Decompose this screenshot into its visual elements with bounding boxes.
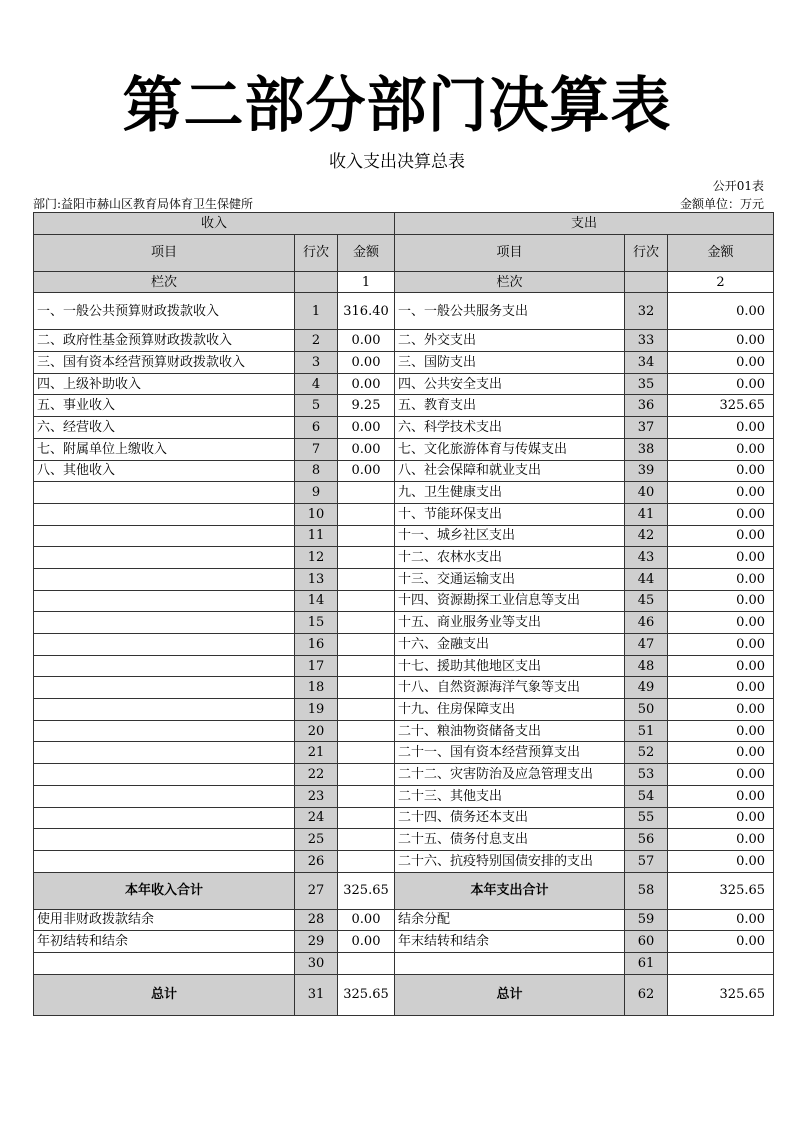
balance-expense-row-no: 60	[625, 931, 668, 953]
expense-row-no: 44	[625, 568, 668, 590]
expense-row-no: 32	[625, 293, 668, 330]
table-row	[34, 460, 774, 482]
income-amount	[338, 568, 395, 590]
grand-income-total-amount: 325.65	[338, 974, 395, 1015]
expense-amount: 0.00	[668, 482, 774, 504]
expense-row-no: 36	[625, 395, 668, 417]
column-header-row	[34, 234, 774, 271]
balance-expense-label	[395, 952, 625, 974]
expense-item-label: 二十六、抗疫特别国债安排的支出	[395, 850, 625, 872]
income-row-no: 10	[295, 503, 338, 525]
expense-amount: 0.00	[668, 720, 774, 742]
income-column-no-label: 栏次	[34, 271, 295, 293]
income-row-no: 7	[295, 438, 338, 460]
expense-amount: 0.00	[668, 547, 774, 569]
balance-row	[34, 952, 774, 974]
year-expense-total-row-no: 58	[625, 872, 668, 909]
income-row-no: 4	[295, 373, 338, 395]
income-item-label: 二、政府性基金预算财政拨款收入	[34, 330, 295, 352]
expense-amount: 0.00	[668, 330, 774, 352]
year-expense-total-label: 本年支出合计	[395, 872, 625, 909]
expense-item-label: 二、外交支出	[395, 330, 625, 352]
expense-item-header: 项目	[395, 234, 625, 271]
expense-row-no: 54	[625, 785, 668, 807]
income-amount: 0.00	[338, 330, 395, 352]
column-number-row	[34, 271, 774, 293]
expense-row-no: 40	[625, 482, 668, 504]
income-row-no: 25	[295, 829, 338, 851]
balance-income-row-no: 29	[295, 931, 338, 953]
expense-row-no: 34	[625, 352, 668, 374]
income-row-no: 14	[295, 590, 338, 612]
income-item-label	[34, 655, 295, 677]
expense-item-label: 二十二、灾害防治及应急管理支出	[395, 764, 625, 786]
table-subtitle: 收入支出决算总表	[329, 152, 465, 172]
balance-expense-amount	[668, 952, 774, 974]
income-amount	[338, 677, 395, 699]
income-row-no: 3	[295, 352, 338, 374]
expense-section-header: 支出	[395, 213, 774, 235]
expense-amount: 0.00	[668, 655, 774, 677]
expense-item-label: 十三、交通运输支出	[395, 568, 625, 590]
balance-expense-label: 年末结转和结余	[395, 931, 625, 953]
table-row	[34, 785, 774, 807]
income-amount	[338, 503, 395, 525]
expense-row-no: 43	[625, 547, 668, 569]
income-amount	[338, 807, 395, 829]
expense-amount: 0.00	[668, 742, 774, 764]
year-expense-total-amount: 325.65	[668, 872, 774, 909]
expense-row-no: 42	[625, 525, 668, 547]
income-amount	[338, 612, 395, 634]
income-section-header: 收入	[34, 213, 395, 235]
income-item-label	[34, 547, 295, 569]
grand-expense-total-label: 总计	[395, 974, 625, 1015]
income-amount	[338, 634, 395, 656]
section-header-row	[34, 213, 774, 235]
income-row-no: 16	[295, 634, 338, 656]
table-row	[34, 438, 774, 460]
expense-column-no: 2	[668, 271, 774, 293]
table-row	[34, 612, 774, 634]
expense-row-no: 49	[625, 677, 668, 699]
balance-expense-amount: 0.00	[668, 909, 774, 931]
income-column-no-blank	[295, 271, 338, 293]
expense-amount: 0.00	[668, 352, 774, 374]
expense-amount: 0.00	[668, 568, 774, 590]
income-amount	[338, 699, 395, 721]
expense-item-label: 十二、农林水支出	[395, 547, 625, 569]
balance-income-row-no: 30	[295, 952, 338, 974]
expense-item-label: 二十、粮油物资储备支出	[395, 720, 625, 742]
income-row-no: 8	[295, 460, 338, 482]
balance-row	[34, 909, 774, 931]
expense-row-no: 55	[625, 807, 668, 829]
income-row-no: 21	[295, 742, 338, 764]
expense-amount: 0.00	[668, 829, 774, 851]
expense-amount: 0.00	[668, 460, 774, 482]
expense-amount: 0.00	[668, 612, 774, 634]
income-row-no: 11	[295, 525, 338, 547]
income-amount: 0.00	[338, 373, 395, 395]
expense-item-label: 三、国防支出	[395, 352, 625, 374]
year-total-row	[34, 872, 774, 909]
balance-row	[34, 931, 774, 953]
table-row	[34, 352, 774, 374]
income-item-label: 六、经营收入	[34, 417, 295, 439]
income-amount	[338, 482, 395, 504]
grand-expense-total-row-no: 62	[625, 974, 668, 1015]
balance-income-amount: 0.00	[338, 931, 395, 953]
expense-item-label: 十五、商业服务业等支出	[395, 612, 625, 634]
income-amount	[338, 720, 395, 742]
expense-amount: 0.00	[668, 438, 774, 460]
income-row-no: 9	[295, 482, 338, 504]
income-row-no: 6	[295, 417, 338, 439]
table-row	[34, 850, 774, 872]
expense-item-label: 二十一、国有资本经营预算支出	[395, 742, 625, 764]
balance-expense-amount: 0.00	[668, 931, 774, 953]
income-amount	[338, 850, 395, 872]
income-amount: 9.25	[338, 395, 395, 417]
income-item-header: 项目	[34, 234, 295, 271]
expense-item-label: 一、一般公共服务支出	[395, 293, 625, 330]
year-income-total-row-no: 27	[295, 872, 338, 909]
income-row-no: 20	[295, 720, 338, 742]
expense-row-no: 37	[625, 417, 668, 439]
income-item-label	[34, 503, 295, 525]
expense-amount: 0.00	[668, 677, 774, 699]
table-row	[34, 417, 774, 439]
expense-item-label: 七、文化旅游体育与传媒支出	[395, 438, 625, 460]
expense-amount: 0.00	[668, 525, 774, 547]
income-amount: 0.00	[338, 352, 395, 374]
expense-item-label: 九、卫生健康支出	[395, 482, 625, 504]
balance-income-label: 年初结转和结余	[34, 931, 295, 953]
expense-item-label: 十、节能环保支出	[395, 503, 625, 525]
grand-total-row	[34, 974, 774, 1015]
expense-row-no: 41	[625, 503, 668, 525]
expense-amount: 0.00	[668, 634, 774, 656]
table-row	[34, 829, 774, 851]
income-row-no: 15	[295, 612, 338, 634]
income-item-label	[34, 785, 295, 807]
expense-item-label: 二十五、债务付息支出	[395, 829, 625, 851]
year-income-total-amount: 325.65	[338, 872, 395, 909]
income-column-no: 1	[338, 271, 395, 293]
income-row-no: 24	[295, 807, 338, 829]
table-row	[34, 525, 774, 547]
expense-amount: 0.00	[668, 293, 774, 330]
table-row	[34, 547, 774, 569]
income-amount	[338, 547, 395, 569]
expense-amount: 0.00	[668, 373, 774, 395]
income-item-label	[34, 850, 295, 872]
income-item-label	[34, 590, 295, 612]
expense-item-label: 二十四、债务还本支出	[395, 807, 625, 829]
expense-amount: 0.00	[668, 503, 774, 525]
expense-row-no: 45	[625, 590, 668, 612]
expense-item-label: 十九、住房保障支出	[395, 699, 625, 721]
table-row	[34, 742, 774, 764]
table-row	[34, 373, 774, 395]
table-row	[34, 677, 774, 699]
income-item-label	[34, 612, 295, 634]
income-amount	[338, 829, 395, 851]
expense-row-no: 33	[625, 330, 668, 352]
income-item-label	[34, 829, 295, 851]
expense-row-no-header: 行次	[625, 234, 668, 271]
expense-row-no: 50	[625, 699, 668, 721]
income-item-label	[34, 482, 295, 504]
table-row	[34, 395, 774, 417]
expense-amount: 325.65	[668, 395, 774, 417]
table-row	[34, 655, 774, 677]
table-row	[34, 634, 774, 656]
table-row	[34, 503, 774, 525]
income-amount: 0.00	[338, 438, 395, 460]
income-amount-header: 金额	[338, 234, 395, 271]
income-row-no: 2	[295, 330, 338, 352]
expense-row-no: 48	[625, 655, 668, 677]
expense-item-label: 十八、自然资源海洋气象等支出	[395, 677, 625, 699]
income-item-label	[34, 720, 295, 742]
income-amount	[338, 525, 395, 547]
balance-income-row-no: 28	[295, 909, 338, 931]
grand-expense-total-amount: 325.65	[668, 974, 774, 1015]
expense-row-no: 52	[625, 742, 668, 764]
income-amount	[338, 785, 395, 807]
grand-income-total-label: 总计	[34, 974, 295, 1015]
income-row-no: 17	[295, 655, 338, 677]
table-row	[34, 590, 774, 612]
income-item-label: 三、国有资本经营预算财政拨款收入	[34, 352, 295, 374]
income-row-no: 19	[295, 699, 338, 721]
income-item-label	[34, 634, 295, 656]
income-item-label: 四、上级补助收入	[34, 373, 295, 395]
balance-income-label	[34, 952, 295, 974]
expense-amount: 0.00	[668, 764, 774, 786]
expense-item-label: 十四、资源勘探工业信息等支出	[395, 590, 625, 612]
expense-amount-header: 金额	[668, 234, 774, 271]
table-row	[34, 568, 774, 590]
table-row	[34, 807, 774, 829]
income-row-no: 12	[295, 547, 338, 569]
expense-row-no: 46	[625, 612, 668, 634]
income-amount: 316.40	[338, 293, 395, 330]
income-amount	[338, 590, 395, 612]
expense-row-no: 57	[625, 850, 668, 872]
expense-item-label: 二十三、其他支出	[395, 785, 625, 807]
expense-column-no-blank	[625, 271, 668, 293]
form-code: 公开01表	[712, 179, 764, 193]
expense-item-label: 十一、城乡社区支出	[395, 525, 625, 547]
income-item-label: 七、附属单位上缴收入	[34, 438, 295, 460]
expense-item-label: 十七、援助其他地区支出	[395, 655, 625, 677]
expense-row-no: 39	[625, 460, 668, 482]
expense-row-no: 56	[625, 829, 668, 851]
income-row-no: 26	[295, 850, 338, 872]
income-item-label	[34, 525, 295, 547]
expense-amount: 0.00	[668, 417, 774, 439]
expense-item-label: 十六、金融支出	[395, 634, 625, 656]
income-item-label	[34, 568, 295, 590]
expense-amount: 0.00	[668, 785, 774, 807]
balance-income-amount	[338, 952, 395, 974]
income-row-no: 18	[295, 677, 338, 699]
expense-item-label: 五、教育支出	[395, 395, 625, 417]
income-item-label	[34, 807, 295, 829]
table-row	[34, 330, 774, 352]
expense-row-no: 38	[625, 438, 668, 460]
income-row-no: 13	[295, 568, 338, 590]
income-item-label: 一、一般公共预算财政拨款收入	[34, 293, 295, 330]
expense-row-no: 51	[625, 720, 668, 742]
income-item-label	[34, 677, 295, 699]
income-row-no: 23	[295, 785, 338, 807]
income-expense-table	[33, 212, 774, 1016]
income-item-label	[34, 742, 295, 764]
income-amount: 0.00	[338, 460, 395, 482]
income-amount	[338, 764, 395, 786]
balance-expense-label: 结余分配	[395, 909, 625, 931]
expense-item-label: 四、公共安全支出	[395, 373, 625, 395]
expense-amount: 0.00	[668, 699, 774, 721]
balance-income-label: 使用非财政拨款结余	[34, 909, 295, 931]
expense-column-no-label: 栏次	[395, 271, 625, 293]
amount-unit-label: 金额单位：万元	[679, 197, 764, 211]
table-row	[34, 764, 774, 786]
income-amount	[338, 655, 395, 677]
income-item-label: 五、事业收入	[34, 395, 295, 417]
income-item-label	[34, 764, 295, 786]
income-row-no-header: 行次	[295, 234, 338, 271]
income-item-label	[34, 699, 295, 721]
year-income-total-label: 本年收入合计	[34, 872, 295, 909]
table-row	[34, 293, 774, 330]
department-label: 部门:益阳市赫山区教育局体育卫生保健所	[33, 197, 254, 211]
expense-amount: 0.00	[668, 850, 774, 872]
table-row	[34, 699, 774, 721]
balance-expense-row-no: 59	[625, 909, 668, 931]
income-item-label: 八、其他收入	[34, 460, 295, 482]
expense-amount: 0.00	[668, 807, 774, 829]
table-row	[34, 482, 774, 504]
page-title: 第二部分部门决算表	[122, 71, 672, 141]
income-amount: 0.00	[338, 417, 395, 439]
income-amount	[338, 742, 395, 764]
expense-row-no: 53	[625, 764, 668, 786]
expense-row-no: 47	[625, 634, 668, 656]
income-row-no: 5	[295, 395, 338, 417]
grand-income-total-row-no: 31	[295, 974, 338, 1015]
balance-income-amount: 0.00	[338, 909, 395, 931]
expense-amount: 0.00	[668, 590, 774, 612]
balance-expense-row-no: 61	[625, 952, 668, 974]
expense-item-label: 八、社会保障和就业支出	[395, 460, 625, 482]
expense-item-label: 六、科学技术支出	[395, 417, 625, 439]
income-row-no: 22	[295, 764, 338, 786]
expense-row-no: 35	[625, 373, 668, 395]
income-row-no: 1	[295, 293, 338, 330]
table-row	[34, 720, 774, 742]
